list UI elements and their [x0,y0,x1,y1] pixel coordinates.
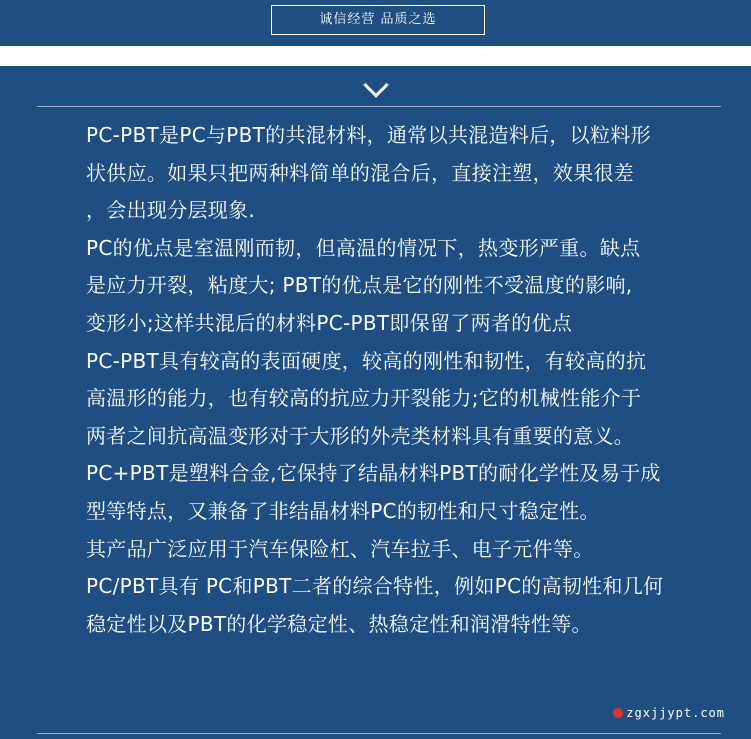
text-line: ，会出现分层现象. [86,198,256,223]
text-line: PC+PBT是塑料合金,它保持了结晶材料PBT的耐化学性及易于成 [86,461,661,486]
text-line: 高温形的能力，也有较高的抗应力开裂能力;它的机械性能介于 [86,386,642,411]
site-watermark [611,706,725,720]
watermark-logo-icon [613,708,623,718]
text-line: PC-PBT具有较高的表面硬度，较高的刚性和韧性，有较高的抗 [86,348,647,373]
text-line: PC-PBT是PC与PBT的共混材料，通常以共混造料后，以粒料形 [86,123,651,147]
text-line: 变形小;这样共混后的材料PC-PBT即保留了两者的优点 [86,310,573,335]
text-line: PC的优点是室温刚而韧，但高温的情况下，热变形严重。缺点 [86,235,641,260]
text-line: 稳定性以及PBT的化学稳定性、热稳定性和润滑特性等。 [86,611,592,636]
bottom-rule [37,733,721,734]
text-line: 两者之间抗高温变形对于大形的外壳类材料具有重要的意义。 [86,423,635,448]
header-band [0,0,751,46]
chevron-down-icon [363,72,388,97]
text-line: 其产品广泛应用于汽车保险杠、汽车拉手、电子元件等。 [86,536,594,561]
text-line: 状供应。如果只把两种料简单的混合后，直接注塑，效果很差 [86,160,635,185]
article-body [86,117,701,643]
top-rule [37,106,721,107]
slogan-badge: 诚信经营 品质之选 [271,5,485,35]
text-line: 型等特点，又兼备了非结晶材料PC的韧性和尺寸稳定性。 [86,498,600,523]
text-line: 是应力开裂，粘度大; PBT的优点是它的刚性不受温度的影响, [86,273,633,298]
text-line: PC/PBT具有 PC和PBT二者的综合特性，例如PC的高韧性和几何 [86,574,664,599]
divider-strip [0,46,751,66]
watermark-text: zgxjjypt.com [626,706,725,720]
